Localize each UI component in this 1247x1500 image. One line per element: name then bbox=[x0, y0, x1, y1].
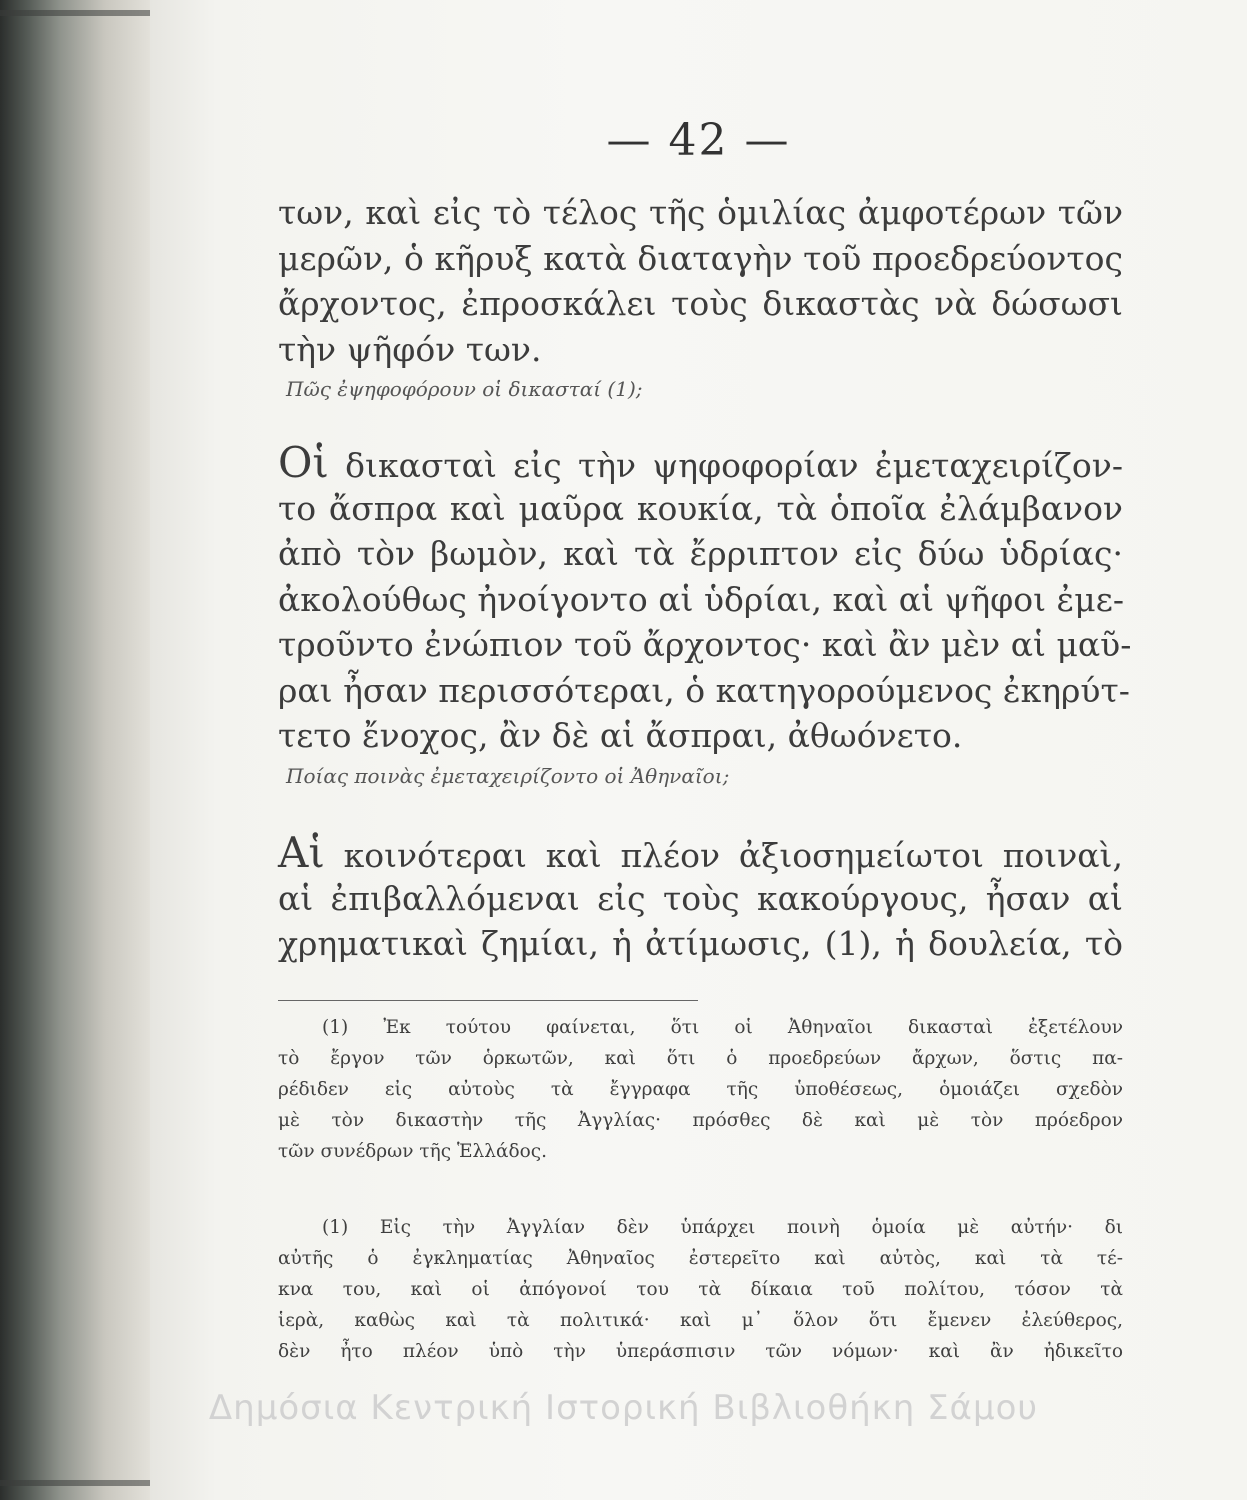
text-line: τετο ἔνοχος, ἂν δὲ αἱ ἄσπραι, ἀθωόνετο. bbox=[278, 716, 963, 755]
text-line: τροῦντο ἐνώπιον τοῦ ἄρχοντος· καὶ ἂν μὲν αἱ μαῦ- bbox=[278, 625, 1132, 664]
text-line: ἀπὸ τὸν βωμὸν, καὶ τὰ ἔρριπτον εἰς δύω ὑδρίας· bbox=[278, 534, 1123, 573]
text-line: ἄρχοντος, ἐπροσκάλει τοὺς δικαστὰς νὰ δώσωσι bbox=[278, 284, 1123, 323]
footnote-line: δὲν ἦτο πλέον ὑπὸ τὴν ὑπεράσπισιν τῶν νόμων· καὶ ἂν ἠδικεῖτο bbox=[278, 1341, 1123, 1362]
library-watermark: Δημόσια Κεντρική Ιστορική Βιβλιοθήκη Σάμου bbox=[208, 1388, 1039, 1428]
text-line: ἀκολούθως ἠνοίγοντο αἱ ὑδρίαι, καὶ αἱ ψῆφοι ἐμε- bbox=[278, 579, 1124, 619]
footnote-line: ρέδιδεν εἰς αὐτοὺς τὰ ἔγγραφα τῆς ὑποθέσεως, ὁμοιάζει σχεδὸν bbox=[278, 1079, 1123, 1100]
paragraph-1 bbox=[278, 190, 1123, 406]
paragraph-3 bbox=[278, 830, 1123, 967]
text-line: αἱ ἐπιβαλλόμεναι εἰς τοὺς κακούργους, ἦσαν αἱ bbox=[278, 878, 1123, 918]
book-page bbox=[150, 0, 1247, 1500]
footnote-1 bbox=[278, 1012, 1123, 1167]
book-spine bbox=[0, 0, 150, 1500]
spine-band bbox=[0, 1480, 150, 1486]
text-line: των, καὶ εἰς τὸ τέλος τῆς ὁμιλίας ἀμφοτέρων τῶν bbox=[278, 193, 1123, 232]
footnote-line: αὐτῆς ὁ ἐγκληματίας Ἀθηναῖος ἐστερεῖτο καὶ αὐτὸς, καὶ τὰ τέ- bbox=[278, 1248, 1123, 1269]
footnote-line: τὸ ἔργον τῶν ὁρκωτῶν, καὶ ὅτι ὁ προεδρεύων ἄρχων, ὅστις πα- bbox=[278, 1048, 1123, 1069]
lead-word: Οἱ bbox=[278, 438, 329, 487]
text-line: χρηματικαὶ ζημίαι, ἡ ἀτίμωσις, (1), ἡ δουλεία, τὸ bbox=[278, 924, 1123, 963]
footnote-line: ἱερὰ, καθὼς καὶ τὰ πολιτικά· καὶ μ᾽ ὅλον ὅτι ἔμενεν ἐλεύθερος, bbox=[278, 1310, 1123, 1331]
text-line: τὴν ψῆφόν των. bbox=[278, 329, 542, 369]
footnote-line: κνα του, καὶ οἱ ἀπόγονοί του τὰ δίκαια τοῦ πολίτου, τόσον τὰ bbox=[278, 1279, 1123, 1300]
text-line: Οἱ δικασταὶ εἰς τὴν ψηφοφορίαν ἐμεταχειρίζον- bbox=[278, 438, 1123, 487]
footnote-2 bbox=[278, 1212, 1123, 1367]
footnote-line: μὲ τὸν δικαστὴν τῆς Ἀγγλίας· πρόσθες δὲ καὶ μὲ τὸν πρόεδρον bbox=[278, 1110, 1123, 1131]
page-number: — 42 — bbox=[606, 115, 791, 166]
footnote-rule bbox=[278, 1000, 698, 1001]
text-line: ραι ἦσαν περισσότεραι, ὁ κατηγορούμενος ἐκηρύτ- bbox=[278, 670, 1130, 710]
paragraph-2 bbox=[278, 438, 1132, 793]
lead-word: Αἱ bbox=[278, 828, 325, 877]
text-line: Αἱ κοινότεραι καὶ πλέον ἀξιοσημείωτοι ποιναὶ, bbox=[278, 828, 1123, 877]
text-line: το ἄσπρα καὶ μαῦρα κουκία, τὰ ὁποῖα ἐλάμβανον bbox=[278, 488, 1123, 528]
spine-band bbox=[0, 10, 150, 16]
section-question: Ποίας ποινὰς ἐμεταχειρίζοντο οἱ Ἀθηναῖοι; bbox=[286, 763, 730, 788]
footnote-line: (1) Εἰς τὴν Ἀγγλίαν δὲν ὑπάρχει ποινὴ ὁμοία μὲ αὐτήν· δι bbox=[322, 1217, 1123, 1238]
footnote-line: (1) Ἐκ τούτου φαίνεται, ὅτι οἱ Ἀθηναῖοι δικασταὶ ἐξετέλουν bbox=[322, 1017, 1123, 1038]
footnote-line: τῶν συνέδρων τῆς Ἑλλάδος. bbox=[278, 1141, 547, 1162]
text-line: μερῶν, ὁ κῆρυξ κατὰ διαταγὴν τοῦ προεδρεύοντος bbox=[278, 238, 1123, 278]
section-question: Πῶς ἐψηφοφόρουν οἱ δικασταί (1); bbox=[286, 377, 643, 401]
